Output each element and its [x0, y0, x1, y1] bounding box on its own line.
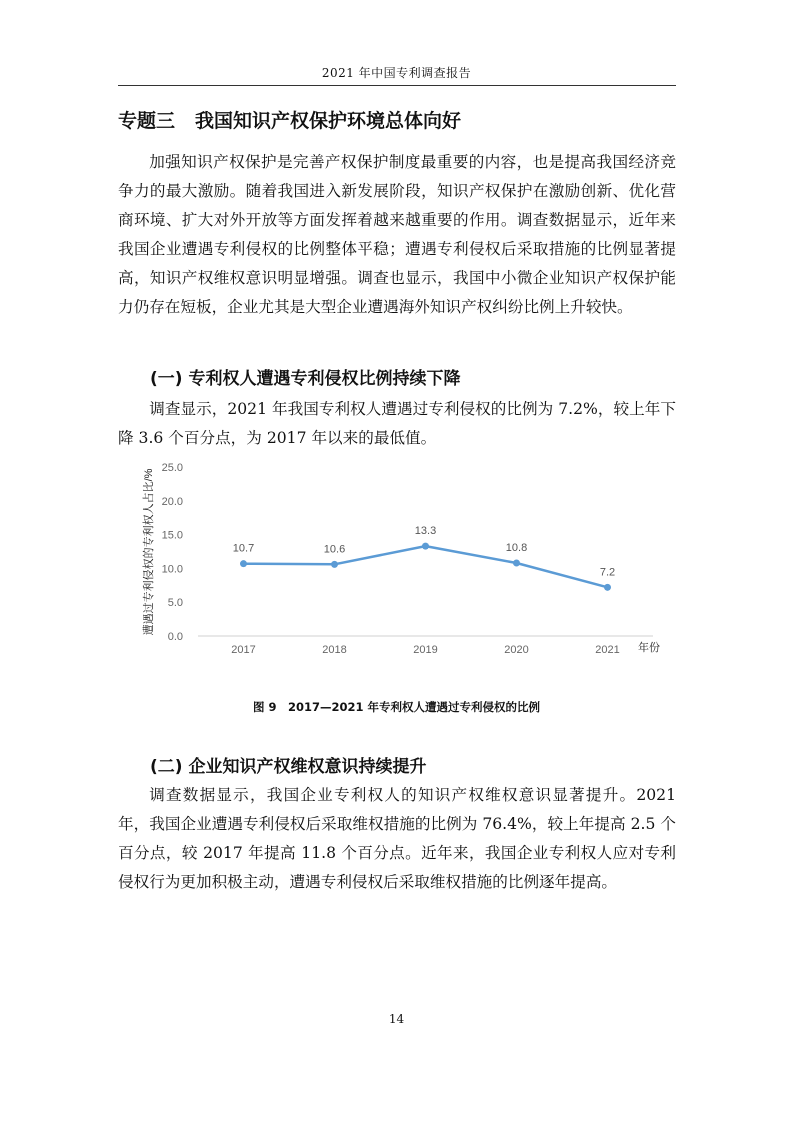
- x-tick-label: 2021: [595, 644, 620, 656]
- data-point: [331, 561, 338, 568]
- figure-caption: 图 9 2017—2021 年专利权人遭遇过专利侵权的比例: [252, 700, 541, 714]
- data-point: [240, 560, 247, 567]
- section-label: 专题三: [118, 110, 176, 132]
- subsection-1-title: (一) 专利权人遭遇专利侵权比例持续下降: [150, 369, 461, 389]
- y-tick-label: 15.0: [161, 529, 183, 542]
- x-axis-label: 年份: [638, 642, 660, 654]
- data-point: [422, 543, 429, 550]
- running-header: 2021 年中国专利调查报告: [321, 66, 472, 80]
- y-tick-label: 10.0: [161, 563, 183, 576]
- x-tick-label: 2018: [322, 644, 347, 656]
- subsection-2-paragraph-block: [118, 781, 676, 897]
- y-tick-label: 5.0: [167, 597, 183, 610]
- data-label: 10.8: [505, 541, 528, 554]
- section-title: [118, 106, 461, 133]
- x-tick-label: 2020: [504, 644, 529, 656]
- header-divider: [118, 85, 676, 86]
- subsection-2-title: (二) 企业知识产权维权意识持续提升: [150, 757, 427, 777]
- line-chart-svg: [118, 455, 678, 670]
- x-tick-label: 2017: [231, 644, 256, 656]
- y-tick-label: 0.0: [167, 631, 183, 643]
- data-label: 13.3: [414, 525, 437, 538]
- intro-paragraph-block: [118, 148, 676, 322]
- subsection-1-paragraph-block: [118, 395, 676, 453]
- section-heading: 我国知识产权保护环境总体向好: [195, 110, 462, 132]
- data-label: 10.6: [323, 543, 346, 556]
- y-tick-label: 20.0: [161, 495, 183, 508]
- series-line: [244, 546, 608, 587]
- subsection-1-paragraph: 调查显示，2021 年我国专利权人遭遇过专利侵权的比例为 7.2%，较上年下降 3.6 个百分点，为 2017 年以来的最低值。: [118, 400, 676, 447]
- y-axis-label: 遭遇过专利侵权的专利权人占比/%: [143, 468, 155, 636]
- data-label: 7.2: [599, 566, 616, 579]
- data-point: [513, 559, 520, 566]
- line-chart: [118, 455, 678, 670]
- y-tick-label: 25.0: [161, 462, 183, 474]
- page-number: 14: [388, 1012, 405, 1026]
- x-tick-label: 2019: [413, 644, 438, 656]
- data-label: 10.7: [232, 542, 255, 555]
- subsection-2-paragraph: 调查数据显示，我国企业专利权人的知识产权维权意识显著提升。2021 年，我国企业遭遇专利侵权后采取维权措施的比例为 76.4%，较上年提高 2.5 个百分点，较 2017 年提高 11.8 个百分点。近年来，我国企业专利权人应对专利侵权行为更加积极主动，遭遇专利侵权后采取维权措施的比例逐年提高。: [118, 786, 676, 891]
- data-point: [604, 584, 611, 591]
- intro-paragraph: 加强知识产权保护是完善产权保护制度最重要的内容，也是提高我国经济竞争力的最大激励。随着我国进入新发展阶段，知识产权保护在激励创新、优化营商环境、扩大对外开放等方面发挥着越来越重要的作用。调查数据显示，近年来我国企业遭遇专利侵权的比例整体平稳；遭遇专利侵权后采取措施的比例显著提高，知识产权维权意识明显增强。调查也显示，我国中小微企业知识产权保护能力仍存在短板，企业尤其是大型企业遭遇海外知识产权纠纷比例上升较快。: [118, 153, 676, 316]
